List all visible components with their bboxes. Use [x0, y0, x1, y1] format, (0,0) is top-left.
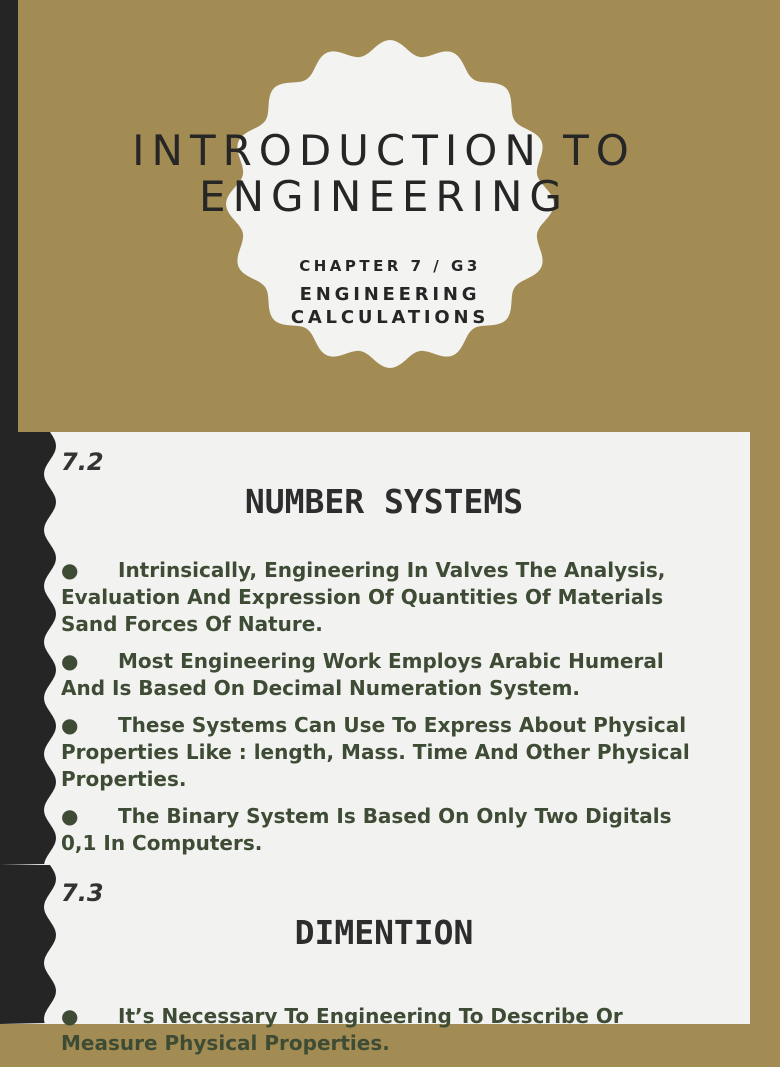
section-number: 7.3	[61, 879, 104, 907]
dimension-slide	[0, 865, 768, 1055]
bullet-text: It’s Necessary To Engineering To Describe Or Measure Physical Properties.	[61, 1004, 623, 1055]
list-item	[61, 803, 711, 857]
section-heading: DIMENTION	[294, 913, 474, 952]
chapter-label: CHAPTER 7 / G3	[299, 257, 481, 275]
bullet-icon: ●	[61, 804, 79, 828]
list-item	[61, 557, 711, 638]
section-number: 7.2	[61, 448, 104, 476]
slide-subtitle	[0, 283, 780, 329]
bullet-text: Most Engineering Work Employs Arabic Humeral And Is Based On Decimal Numeration System.	[61, 649, 664, 700]
list-item	[61, 1003, 711, 1057]
section-heading: NUMBER SYSTEMS	[244, 482, 524, 521]
subtitle-line-2: CALCULATIONS	[290, 307, 490, 328]
bullet-list	[61, 557, 711, 867]
slide-title	[0, 128, 768, 220]
number-systems-slide	[0, 432, 768, 865]
list-item	[61, 648, 711, 702]
title-slide	[0, 0, 768, 432]
bullet-text: These Systems Can Use To Express About Physical Properties Like : length, Mass. Time And Other Physical Properties.	[61, 713, 690, 791]
bullet-icon: ●	[61, 713, 79, 737]
bullet-text: The Binary System Is Based On Only Two Digitals 0,1 In Computers.	[61, 804, 672, 855]
bullet-icon: ●	[61, 1004, 79, 1028]
subtitle-line-1: ENGINEERING	[299, 284, 481, 305]
bullet-text: Intrinsically, Engineering In Valves The Analysis, Evaluation And Expression Of Quantities Of Materials Sand Forces Of Nature.	[61, 558, 666, 636]
title-line-1: INTRODUCTION TO	[132, 126, 636, 175]
list-item	[61, 712, 711, 793]
bullet-icon: ●	[61, 649, 79, 673]
bullet-list	[61, 1003, 711, 1067]
title-line-2: ENGINEERING	[199, 172, 569, 221]
bullet-icon: ●	[61, 558, 79, 582]
